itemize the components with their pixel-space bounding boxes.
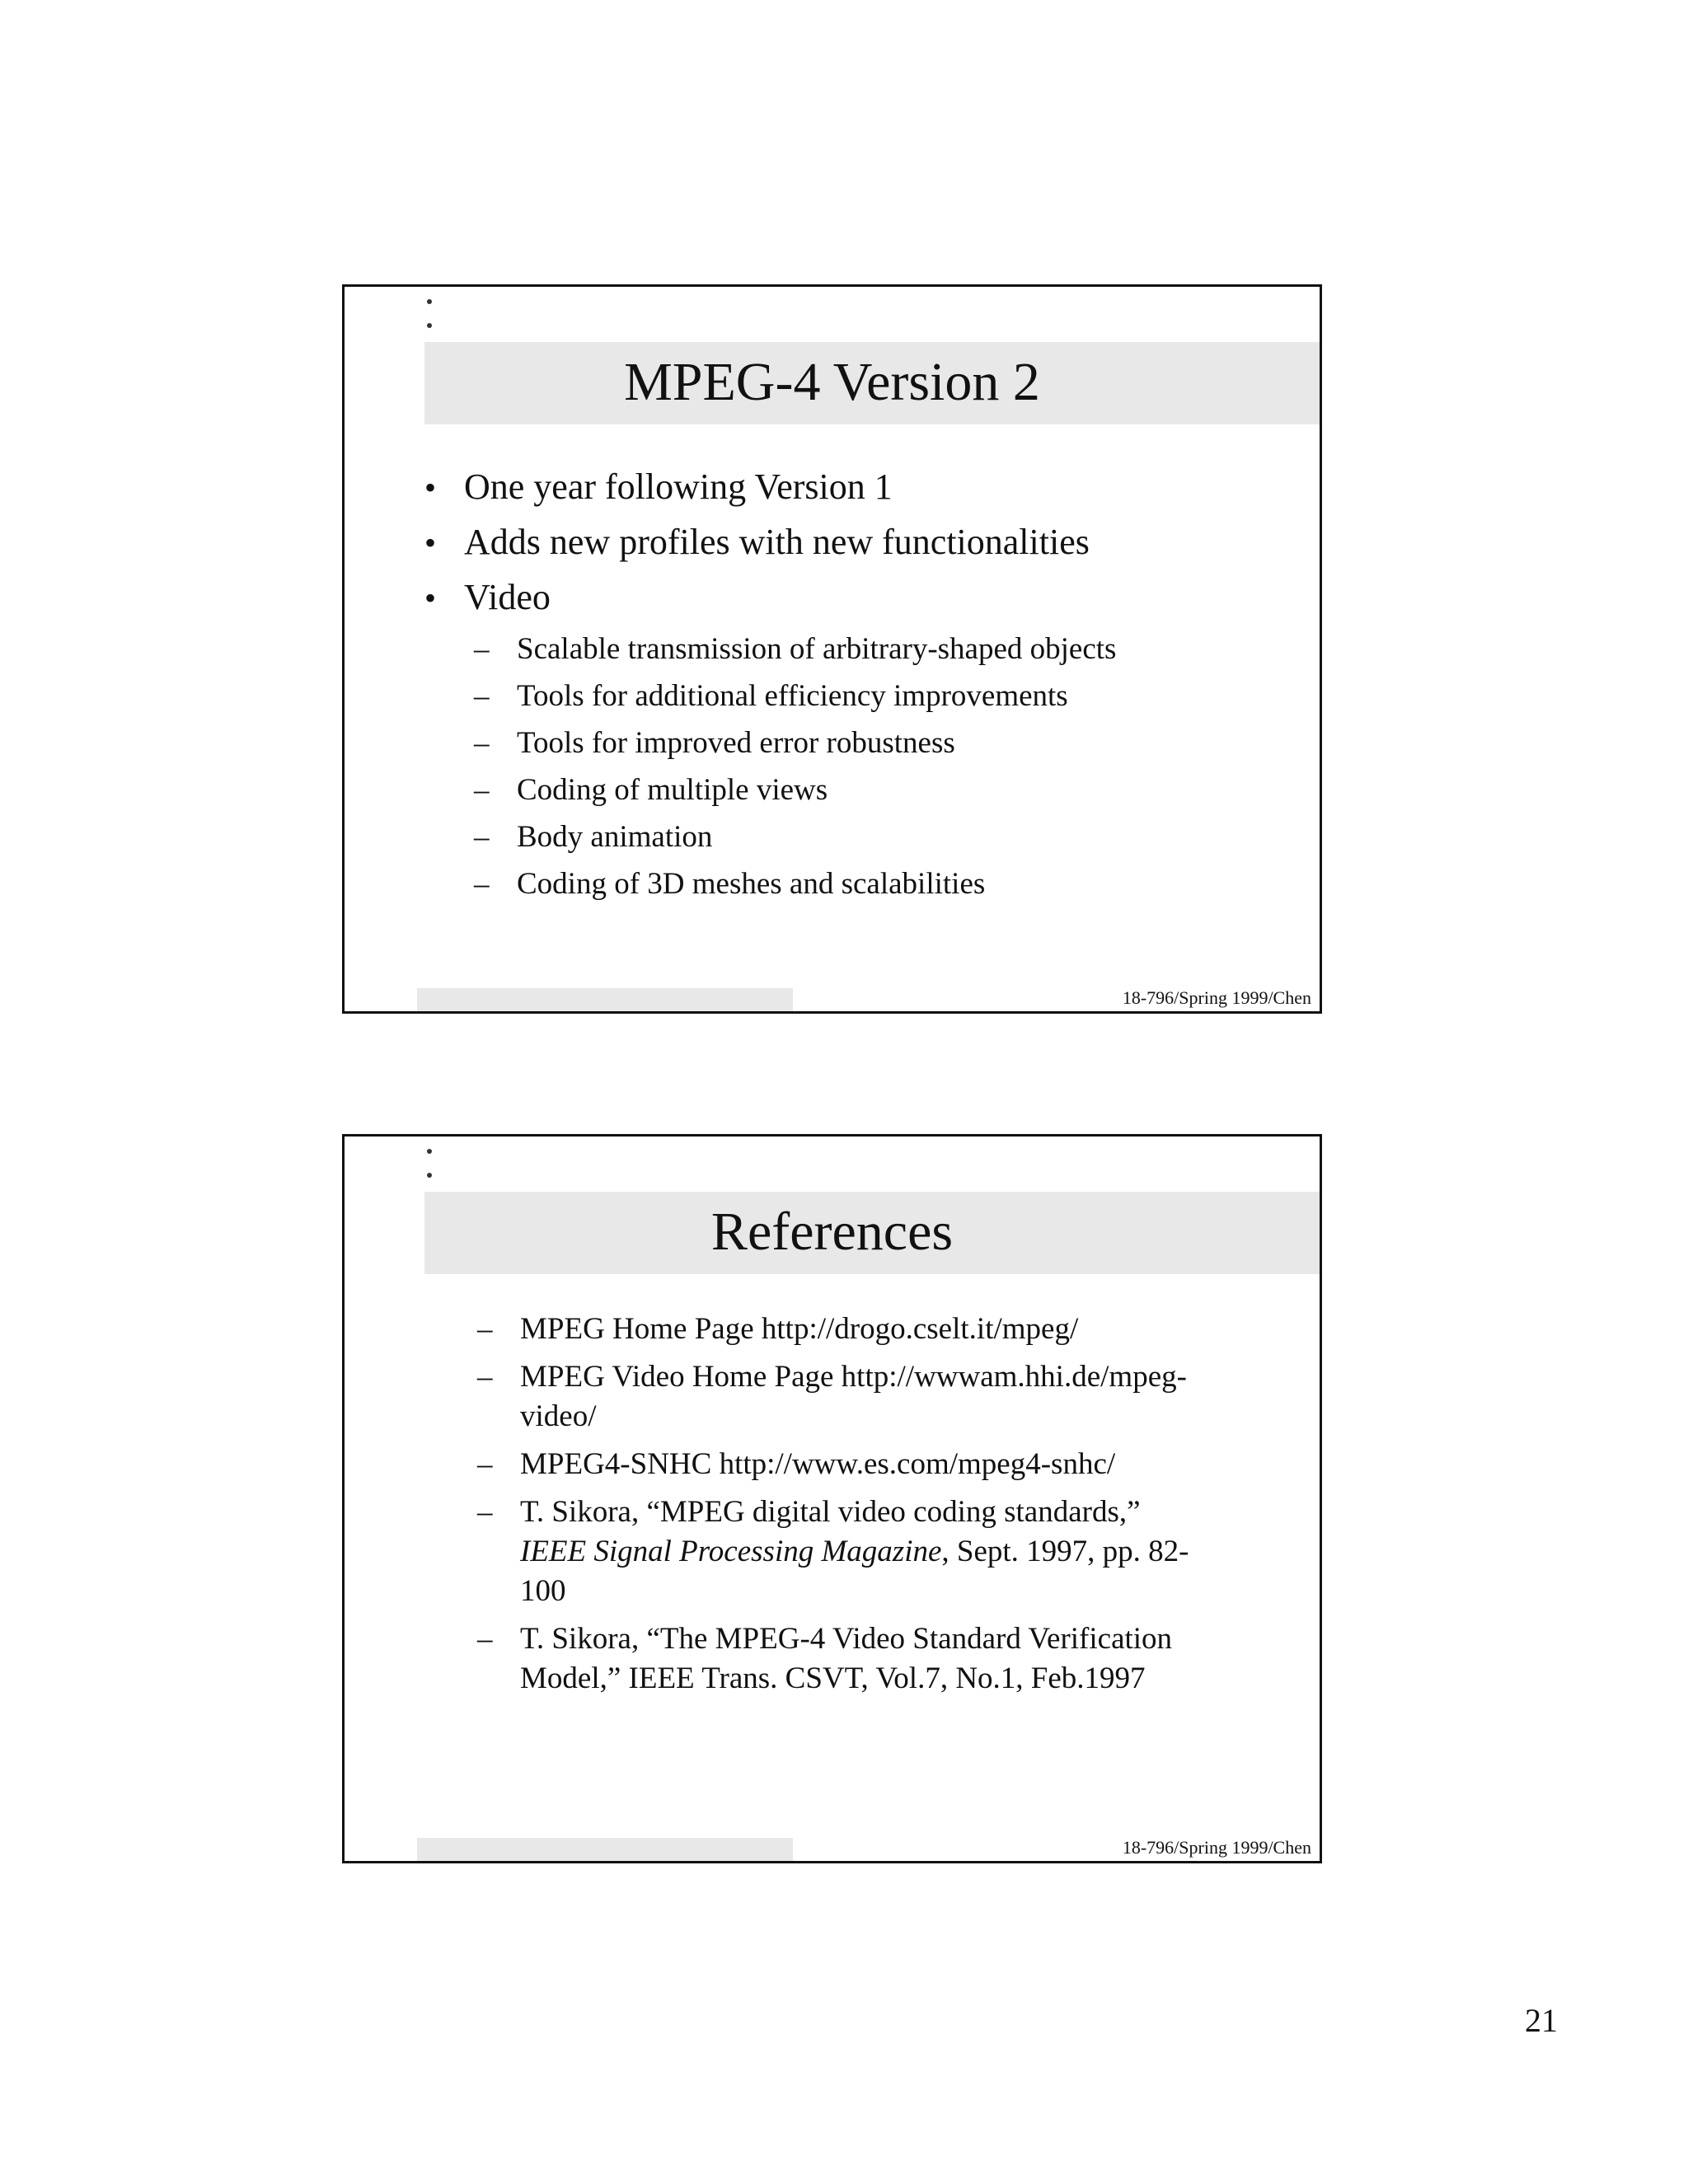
bullet-marker: •: [424, 579, 437, 616]
video-sub-list: [474, 626, 1298, 907]
slide-references: [342, 1134, 1322, 1863]
reference-text: MPEG4-SNHC http://www.es.com/mpeg4-snhc/: [520, 1447, 1116, 1481]
slide-footer: 18-796/Spring 1999/Chen: [1122, 987, 1311, 1008]
reference-item: [477, 1445, 1236, 1484]
footer-band: [417, 988, 793, 1011]
sub-item: [474, 673, 1298, 719]
dash-marker: –: [477, 1312, 493, 1346]
sub-item-text: Tools for improved error robustness: [517, 726, 955, 760]
reference-item: [477, 1493, 1236, 1611]
slide-content: [424, 460, 1298, 907]
bullet-item: [424, 460, 1298, 515]
sub-item: [474, 766, 1298, 813]
reference-text: MPEG Home Page http://drogo.cselt.it/mpeg/: [520, 1312, 1079, 1346]
bullet-text: Adds new profiles with new functionalities: [464, 522, 1090, 562]
reference-text: T. Sikora, “MPEG digital video coding standards,”: [520, 1495, 1141, 1529]
sub-item: [474, 860, 1298, 907]
bullet-marker: •: [424, 469, 437, 506]
reference-text: T. Sikora, “The MPEG-4 Video Standard Verification: [520, 1622, 1173, 1656]
reference-item: [477, 1310, 1236, 1349]
dash-marker: –: [474, 679, 490, 713]
dash-marker: –: [477, 1622, 493, 1656]
bullet-item: [424, 570, 1298, 626]
sub-item-text: Tools for additional efficiency improvements: [517, 679, 1068, 713]
footer-band: [417, 1838, 793, 1861]
slide-title: MPEG-4 Version 2: [624, 352, 1040, 412]
sub-item: [474, 626, 1298, 673]
reference-item: [477, 1357, 1236, 1436]
dash-marker: –: [477, 1495, 493, 1529]
bullet-text: One year following Version 1: [464, 466, 893, 507]
slide-title: References: [710, 1202, 954, 1262]
bullet-marker: •: [424, 524, 437, 561]
sub-item-text: Coding of 3D meshes and scalabilities: [517, 867, 986, 901]
sub-item-text: Coding of multiple views: [517, 773, 828, 807]
sub-item-text: Body animation: [517, 820, 713, 854]
journal-title: IEEE Signal Processing Magazine: [520, 1535, 942, 1568]
dash-marker: –: [477, 1360, 493, 1394]
bullet-item: [424, 515, 1298, 570]
sub-item: [474, 813, 1298, 860]
sub-item: [474, 719, 1298, 766]
dash-marker: –: [474, 820, 490, 854]
reference-text: 100: [520, 1574, 566, 1608]
page-number: 21: [1525, 2002, 1558, 2039]
reference-item: [477, 1619, 1236, 1699]
reference-text: , Sept. 1997, pp. 82-: [941, 1535, 1189, 1568]
references-list: [477, 1310, 1236, 1707]
bullet-text: Video: [464, 577, 551, 617]
slide-mpeg4-version2: [342, 284, 1322, 1014]
dash-marker: –: [474, 726, 490, 760]
dash-marker: –: [474, 773, 490, 807]
slide-footer: 18-796/Spring 1999/Chen: [1122, 1837, 1311, 1858]
dash-marker: –: [477, 1447, 493, 1481]
sub-item-text: Scalable transmission of arbitrary-shaped objects: [517, 632, 1117, 666]
reference-text: Model,” IEEE Trans. CSVT, Vol.7, No.1, Feb.1997: [520, 1661, 1146, 1695]
reference-text: video/: [520, 1399, 597, 1433]
reference-text: MPEG Video Home Page http://wwwam.hhi.de/mpeg-: [520, 1360, 1187, 1394]
dash-marker: –: [474, 867, 490, 901]
dash-marker: –: [474, 632, 490, 666]
